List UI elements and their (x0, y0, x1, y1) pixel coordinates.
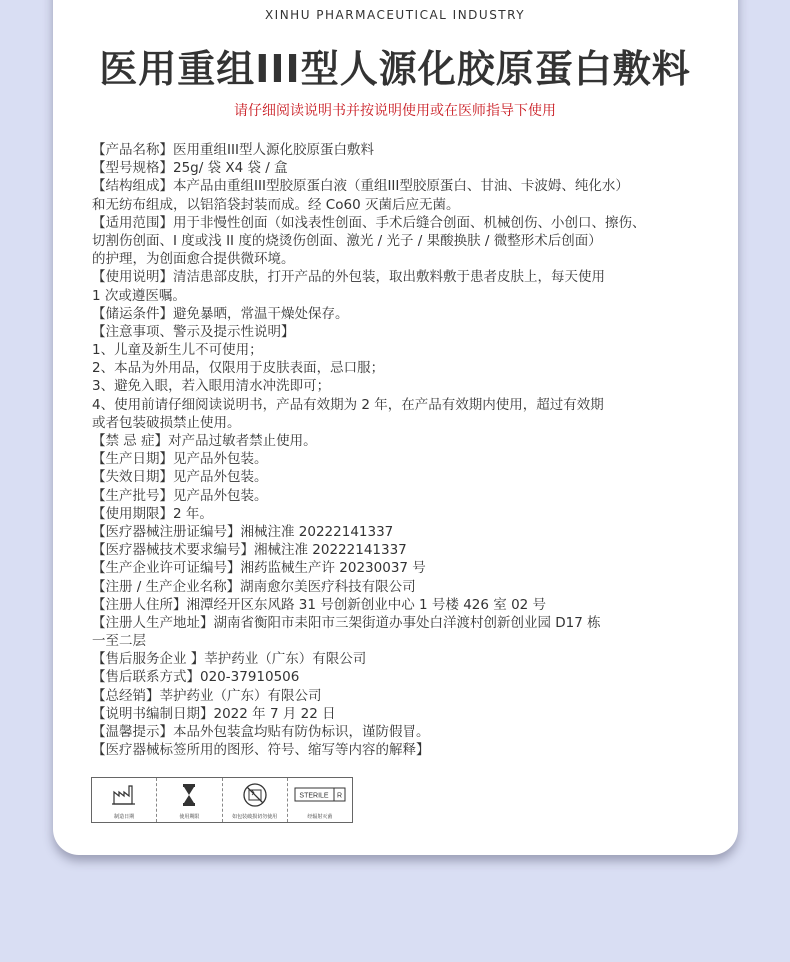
svg-text:R: R (336, 792, 342, 800)
instruction-line: 【禁 忌 症】对产品过敏者禁止使用。 (92, 433, 317, 449)
instruction-line: 一至二层 (92, 633, 146, 650)
instruction-line: 和无纺布组成，以铝箔袋封装而成。经 Co60 灭菌后应无菌。 (92, 196, 460, 213)
instruction-line: 1、儿童及新生儿不可使用； (92, 342, 263, 359)
symbol-label: 使用期限 (179, 814, 200, 820)
instruction-line: 【产品名称】医用重组III型人源化胶原蛋白敷料 (92, 142, 374, 158)
instruction-line: 3、避免入眼，若入眼用清水冲洗即可； (92, 378, 331, 395)
instruction-line: 【售后服务企业 】莘护药业（广东）有限公司 (92, 651, 367, 668)
instruction-line: 【结构组成】本产品由重组III型胶原蛋白液（重组III型胶原蛋白、甘油、卡波姆、纯化水） (92, 178, 629, 195)
instruction-line: 【说明书编制日期】2022 年 7 月 22 日 (92, 705, 336, 722)
instruction-line: 【医疗器械注册证编号】湘械注准 20222141337 (92, 523, 394, 540)
instruction-line: 【生产企业许可证编号】湘药监械生产许 20230037 号 (92, 560, 426, 577)
symbol-cell (288, 778, 352, 822)
instruction-line: 或者包装破损禁止使用。 (92, 414, 241, 431)
instruction-line: 【注册 / 生产企业名称】湖南愈尔美医疗科技有限公司 (92, 578, 416, 595)
factory-date-icon (92, 782, 156, 808)
instruction-line: 【温馨提示】本品外包装盒均贴有防伪标识，谨防假冒。 (92, 724, 430, 740)
instruction-line: 【医疗器械技术要求编号】湘械注准 20222141337 (92, 542, 407, 559)
symbol-label: 制造日期 (114, 814, 135, 820)
product-title: 医用重组III型人源化胶原蛋白敷料 (99, 47, 691, 91)
instruction-line: 4、使用前请仔细阅读说明书，产品有效期为 2 年，在产品有效期内使用，超过有效期 (92, 396, 604, 413)
symbol-label: 经辐射灭菌 (307, 814, 333, 820)
instruction-line: 【注册人生产地址】湖南省衡阳市耒阳市三架街道办事处白洋渡村创新创业园 D17 栋 (92, 614, 601, 631)
instruction-line: 【使用期限】2 年。 (92, 505, 213, 522)
instruction-line: 【售后联系方式】020-37910506 (92, 669, 300, 686)
instruction-line: 【生产批号】见产品外包装。 (92, 487, 268, 504)
symbol-label: 如包装破损切勿使用 (232, 814, 278, 820)
instruction-line: 切割伤创面、I 度或浅 II 度的烧烫伤创面、激光 / 光子 / 果酸换肤 / 微整形术后创面） (92, 232, 602, 249)
symbol-cell (223, 778, 288, 822)
symbol-cell (157, 778, 222, 822)
instruction-line: 的护理，为创面愈合提供微环境。 (92, 251, 295, 268)
instruction-body (92, 141, 718, 759)
do-not-use-damaged-package-icon (223, 782, 287, 808)
instruction-line: 【注册人住所】湘潭经开区东风路 31 号创新创业中心 1 号楼 426 室 02 号 (92, 596, 547, 613)
instruction-line: 【注意事项、警示及提示性说明】 (92, 323, 295, 340)
svg-text:STERILE: STERILE (299, 792, 329, 800)
symbol-table (91, 777, 353, 823)
instruction-line: 【失效日期】见产品外包装。 (92, 469, 268, 486)
sterile-r-icon (288, 782, 352, 808)
expiry-hourglass-icon (157, 782, 221, 808)
instruction-line: 【型号规格】25g/ 袋 X4 袋 / 盒 (92, 160, 288, 177)
instruction-line: 【总经销】莘护药业（广东）有限公司 (92, 687, 322, 704)
instruction-line: 【医疗器械标签所用的图形、符号、缩写等内容的解释】 (92, 742, 430, 759)
symbol-cell (92, 778, 157, 822)
usage-warning: 请仔细阅读说明书并按说明使用或在医师指导下使用 (234, 103, 556, 119)
instruction-line: 【生产日期】见产品外包装。 (92, 451, 268, 468)
instruction-line: 【适用范围】用于非慢性创面（如浅表性创面、手术后缝合创面、机械创伤、小创口、擦伤、 (92, 214, 646, 231)
instruction-line: 1 次或遵医嘱。 (92, 287, 186, 304)
instruction-line: 【储运条件】避免暴晒，常温干燥处保存。 (92, 305, 349, 322)
instruction-line: 【使用说明】清洁患部皮肤，打开产品的外包装，取出敷料敷于患者皮肤上，每天使用 (92, 269, 605, 286)
company-name: XINHU PHARMACEUTICAL INDUSTRY (264, 8, 526, 22)
instruction-line: 2、本品为外用品，仅限用于皮肤表面，忌口服； (92, 360, 385, 377)
